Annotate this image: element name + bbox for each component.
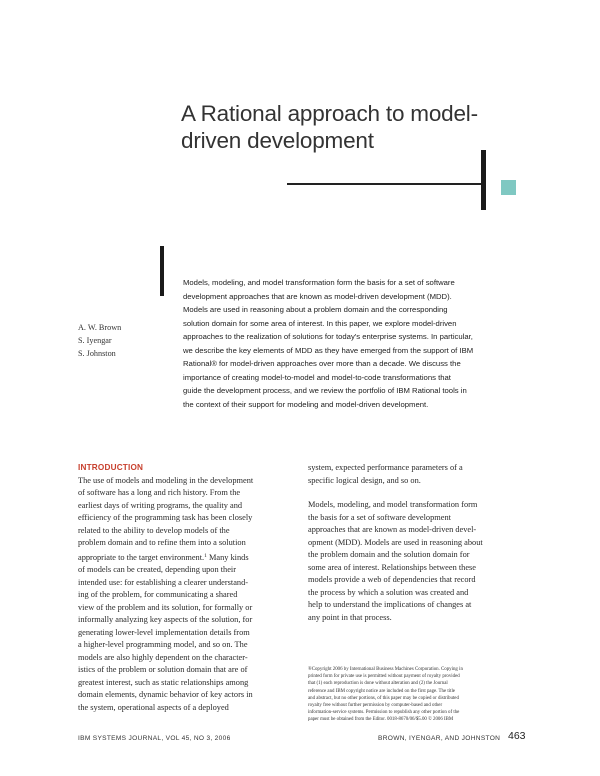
abstract-vertical-bar bbox=[160, 246, 164, 296]
abstract bbox=[183, 276, 523, 411]
title-vertical-bar bbox=[481, 150, 486, 210]
body-line: the problem domain and the solution domain for bbox=[308, 550, 470, 560]
body-line: intended use: for establishing a clearer understand- bbox=[78, 577, 249, 587]
body-line: Models, modeling, and model transformation form bbox=[308, 500, 478, 510]
abstract-line: guide the development process, and we review the portfolio of IBM Rational tools in bbox=[183, 386, 467, 395]
article-title bbox=[181, 100, 511, 154]
abstract-line: Models, modeling, and model transformation form the basis for a set of software bbox=[183, 278, 455, 287]
abstract-line: approaches to the realization of solutions for today's enterprise systems. In particular, bbox=[183, 332, 473, 341]
body-line: istics of the problem or solution domain that are of bbox=[78, 665, 248, 675]
body-line: view of the problem and its solution, for formally or bbox=[78, 602, 253, 612]
body-line: of models can be created, depending upon their bbox=[78, 565, 237, 575]
body-line: some area of interest. Relationships between these bbox=[308, 562, 476, 572]
body-line-with-reference bbox=[78, 550, 296, 565]
abstract-line: we describe the key elements of MDD as they have emerged from the support of IBM bbox=[183, 345, 474, 355]
author-name: A. W. Brown bbox=[78, 323, 122, 332]
abstract-line: Models are used in reasoning about a problem domain and the corresponding bbox=[183, 305, 448, 314]
author-name: S. Johnston bbox=[78, 349, 116, 359]
abstract-line: development approaches that are known as model-driven development (MDD). bbox=[183, 291, 452, 301]
body-line: of software has a long and rich history. From the bbox=[78, 488, 241, 498]
abstract-line: solution domain for some area of interest. In this paper, we explore model-driven bbox=[183, 318, 457, 328]
body-line: help to understand the implications of changes at bbox=[308, 600, 472, 610]
body-text: Many kinds bbox=[206, 552, 249, 562]
body-line: greatest interest, such as static relationships among bbox=[78, 677, 249, 687]
body-line: related to the ability to develop models of the bbox=[78, 525, 230, 535]
body-line: The use of models and modeling in the development bbox=[78, 475, 254, 485]
body-line: the process by which a solution was created and bbox=[308, 587, 469, 597]
copyright-notice bbox=[308, 666, 530, 724]
accent-square bbox=[501, 180, 516, 195]
body-line: the basis for a set of software development bbox=[308, 512, 451, 522]
body-line: domain elements, dynamic behavior of key actors in bbox=[78, 690, 253, 700]
title-rule bbox=[287, 183, 485, 185]
body-line: efficiency of the programming task has been closely bbox=[78, 513, 253, 523]
copyright-line: that (1) each reproduction is done without alteration and (2) the Journal bbox=[308, 681, 448, 687]
body-line: approaches that are known as model-driven devel- bbox=[308, 525, 477, 535]
copyright-line: and abstract, but no other portions, of this paper may be copied or distributed bbox=[308, 695, 459, 701]
footer-authors: BROWN, IYENGAR, AND JOHNSTON bbox=[378, 735, 501, 742]
body-line: the system, operational aspects of a deployed bbox=[78, 702, 229, 712]
author-name: S. Iyengar bbox=[78, 336, 112, 346]
body-line: earliest days of writing programs, the quality and bbox=[78, 500, 243, 510]
title-line: driven development bbox=[181, 128, 374, 153]
abstract-line: importance of creating model-to-model and model-to-code transformations that bbox=[183, 372, 451, 382]
copyright-line: paper must be obtained from the Editor. 0018-8670/06/$5.00 © 2006 IBM bbox=[308, 717, 454, 723]
copyright-line: ®Copyright 2006 by International Business Machines Corporation. Copying in bbox=[308, 667, 463, 672]
body-column-left bbox=[78, 462, 296, 714]
body-line: generating lower-level implementation details from bbox=[78, 627, 250, 637]
body-line: specific logical design, and so on. bbox=[308, 475, 421, 485]
copyright-line: information-service systems. Permission to republish any other portion of the bbox=[308, 710, 460, 716]
body-line: problem domain and to refine them into a solution bbox=[78, 538, 246, 548]
body-line: models are also highly dependent on the character- bbox=[78, 652, 248, 662]
copyright-line: printed form for private use is permitted without payment of royalty provided bbox=[308, 674, 460, 680]
copyright-line: royalty free without further permission by computer-based and other bbox=[308, 703, 443, 709]
title-line: A Rational approach to model- bbox=[181, 101, 478, 126]
abstract-line: Rational® for model-driven approaches over more than a decade. We discuss the bbox=[183, 359, 461, 368]
body-line: ing of the problem, for communicating a shared bbox=[78, 590, 238, 600]
section-heading: INTRODUCTION bbox=[78, 463, 144, 472]
copyright-line: reference and IBM copyright notice are included on the first page. The title bbox=[308, 688, 455, 694]
body-line: system, expected performance parameters of a bbox=[308, 463, 463, 472]
body-line: opment (MDD). Models are used in reasoning about bbox=[308, 537, 483, 547]
body-line: models provide a web of dependencies that record bbox=[308, 575, 476, 585]
body-line: any point in that process. bbox=[308, 612, 392, 622]
body-line: informally analyzing key aspects of the solution, for bbox=[78, 615, 253, 625]
footnote-reference[interactable]: 1 bbox=[204, 552, 207, 559]
body-column-right bbox=[308, 462, 526, 624]
paragraph-spacer bbox=[308, 487, 526, 499]
body-line: a higher-level programming model, and so on. The bbox=[78, 640, 248, 650]
body-text: appropriate to the target environment. bbox=[78, 552, 205, 562]
abstract-line: the context of their support for modeling and model-driven development. bbox=[183, 399, 429, 409]
author-list bbox=[78, 321, 168, 361]
footer-journal: IBM SYSTEMS JOURNAL, VOL 45, NO 3, 2006 bbox=[78, 735, 231, 742]
page-number: 463 bbox=[508, 730, 526, 742]
